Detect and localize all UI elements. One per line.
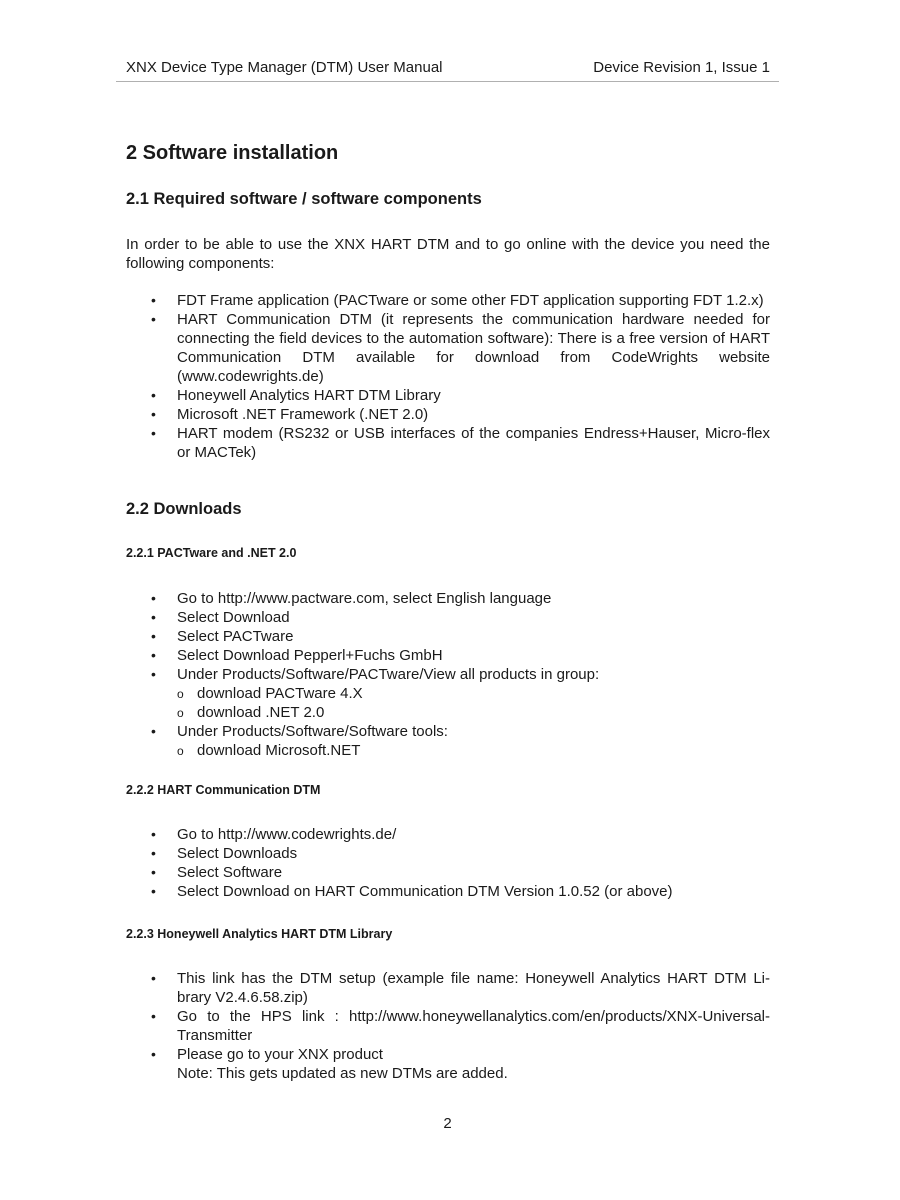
bullet-icon: • xyxy=(151,647,156,663)
list-item: • Go to the HPS link : http://www.honeywellanalytics.com/en/products/XNX-Universal-Transmitter xyxy=(151,1008,770,1044)
list-item: • Go to http://www.codewrights.de/ xyxy=(151,826,397,843)
bullet-icon: • xyxy=(151,1008,156,1024)
page-number: 2 xyxy=(443,1115,452,1132)
sub-list-item: o download .NET 2.0 xyxy=(177,704,325,721)
list-item: • Select Software xyxy=(151,864,283,881)
sub-list xyxy=(177,741,770,760)
list-item: • Honeywell Analytics HART DTM Library xyxy=(151,387,441,404)
bullet-icon: • xyxy=(151,292,156,308)
bullet-icon: • xyxy=(151,845,156,861)
header-divider xyxy=(116,81,779,82)
required-components-list xyxy=(151,291,770,462)
hart-dtm-steps-list xyxy=(151,825,770,901)
bullet-icon: • xyxy=(151,1046,156,1062)
bullet-icon: • xyxy=(151,311,156,327)
circle-bullet-icon: o xyxy=(177,706,184,720)
bullet-icon: • xyxy=(151,406,156,422)
bullet-icon: • xyxy=(151,826,156,842)
dtm-library-steps-list xyxy=(151,969,770,1083)
sub-list-item: o download Microsoft.NET xyxy=(177,742,361,759)
sub-list xyxy=(177,684,770,722)
bullet-icon: • xyxy=(151,425,156,441)
running-header xyxy=(126,59,770,76)
section-2-2-2-title: 2.2.2 HART Communication DTM xyxy=(126,783,321,797)
list-item: • Select Download xyxy=(151,609,290,626)
list-item: • Microsoft .NET Framework (.NET 2.0) xyxy=(151,406,429,423)
section-2-1-title: 2.1 Required software / software components xyxy=(126,190,482,208)
bullet-icon: • xyxy=(151,609,156,625)
list-item: • This link has the DTM setup (example file name: Honeywell Analytics HART DTM Li-brary V2.4.6.58.zip) xyxy=(151,970,770,1006)
header-revision: Device Revision 1, Issue 1 xyxy=(593,59,770,76)
bullet-icon: • xyxy=(151,628,156,644)
bullet-icon: • xyxy=(151,883,156,899)
section-2-2-3-title: 2.2.3 Honeywell Analytics HART DTM Library xyxy=(126,927,393,941)
chapter-title: 2 Software installation xyxy=(126,142,339,164)
list-item: • Under Products/Software/Software tools: o download Microsoft.NET xyxy=(177,722,770,760)
bullet-icon: • xyxy=(151,590,156,606)
list-item: • Select Download on HART Communication DTM Version 1.0.52 (or above) xyxy=(151,883,673,900)
bullet-icon: • xyxy=(151,864,156,880)
list-item: • Please go to your XNX product Note: This gets updated as new DTMs are added. xyxy=(151,1046,508,1082)
section-2-2-title: 2.2 Downloads xyxy=(126,500,242,518)
list-item: • Select PACTware xyxy=(151,628,294,645)
bullet-icon: • xyxy=(151,723,156,739)
list-item: • Select Downloads xyxy=(151,845,298,862)
section-2-1-intro: In order to be able to use the XNX HART DTM and to go online with the device you need the following components: xyxy=(126,236,770,272)
list-item: • HART modem (RS232 or USB interfaces of the companies Endress+Hauser, Micro-flex or MACTek) xyxy=(151,425,770,461)
sub-list-item: o download PACTware 4.X xyxy=(177,685,363,702)
library-note: Note: This gets updated as new DTMs are added. xyxy=(177,1065,508,1082)
list-item: • HART Communication DTM (it represents the communication hardware needed for connecting the field devices to the automation software): There is a free version of HART Communication DTM available for download from CodeWrights website (www.codewrights.de) xyxy=(151,311,770,385)
list-item: • Select Download Pepperl+Fuchs GmbH xyxy=(151,647,443,664)
bullet-icon: • xyxy=(151,387,156,403)
list-item: • Go to http://www.pactware.com, select English language xyxy=(151,590,552,607)
bullet-icon: • xyxy=(151,970,156,986)
list-item: • Under Products/Software/PACTware/View all products in group: o download PACTware 4.X o download .NET 2.0 xyxy=(177,665,770,722)
bullet-icon: • xyxy=(151,666,156,682)
circle-bullet-icon: o xyxy=(177,687,184,701)
list-item: • FDT Frame application (PACTware or some other FDT application supporting FDT 1.2.x) xyxy=(151,292,764,309)
pactware-steps-list xyxy=(151,589,770,760)
section-2-2-1-title: 2.2.1 PACTware and .NET 2.0 xyxy=(126,546,297,560)
header-title: XNX Device Type Manager (DTM) User Manual xyxy=(126,59,443,76)
circle-bullet-icon: o xyxy=(177,744,184,758)
